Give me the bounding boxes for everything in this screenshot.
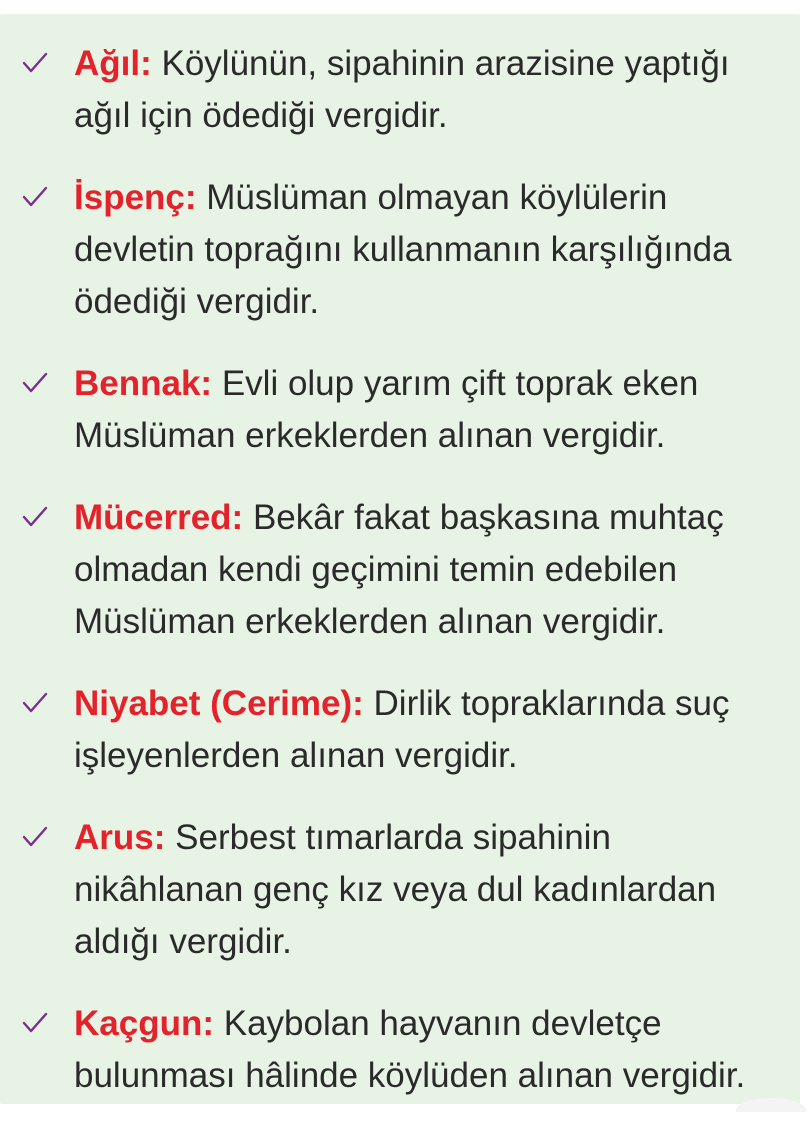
term-label: Kaçgun: (74, 1004, 214, 1043)
checkmark-icon (22, 678, 54, 730)
checkmark-icon (22, 998, 54, 1050)
tax-definitions-card (0, 14, 800, 1104)
checkmark-icon (22, 812, 54, 864)
checkmark-icon (22, 172, 54, 224)
term-definition: Dirlik topraklarında suç işleyenlerden alınan vergidir. (74, 684, 730, 775)
list-item (0, 678, 800, 782)
term-definition: Müslüman olmayan köylülerin devletin toprağını kullanmanın karşılığında ödediği vergidir. (74, 178, 732, 321)
term-label: Arus: (74, 818, 165, 857)
list-item (0, 812, 800, 968)
term-definition: Kaybolan hayvanın devletçe bulunması hâlinde köylüden alınan vergidir. (74, 1004, 745, 1095)
term-definition: Bekâr fakat başkasına muhtaç olmadan kendi geçimini temin edebilen Müslüman erkeklerden alınan vergidir. (74, 498, 724, 641)
term-definition: Evli olup yarım çift toprak eken Müslüman erkeklerden alınan vergidir. (74, 364, 698, 455)
checkmark-icon (22, 492, 54, 544)
term-definition: Köylünün, sipahinin arazisine yaptığı ağıl için ödediği vergidir. (74, 44, 730, 135)
term-label: Mücerred: (74, 498, 243, 537)
term-definition: Serbest tımarlarda sipahinin nikâhlanan genç kız veya dul kadınlardan aldığı vergidir. (74, 818, 716, 961)
tax-definitions-list (0, 38, 800, 1132)
list-item (0, 998, 800, 1102)
term-label: İspenç: (74, 178, 197, 217)
list-item (0, 358, 800, 462)
list-item (0, 38, 800, 142)
checkmark-icon (22, 358, 54, 410)
term-label: Bennak: (74, 364, 212, 403)
term-label: Ağıl: (74, 44, 152, 83)
checkmark-icon (22, 38, 54, 90)
list-item (0, 492, 800, 648)
list-item (0, 172, 800, 328)
term-label: Niyabet (Cerime): (74, 684, 364, 723)
